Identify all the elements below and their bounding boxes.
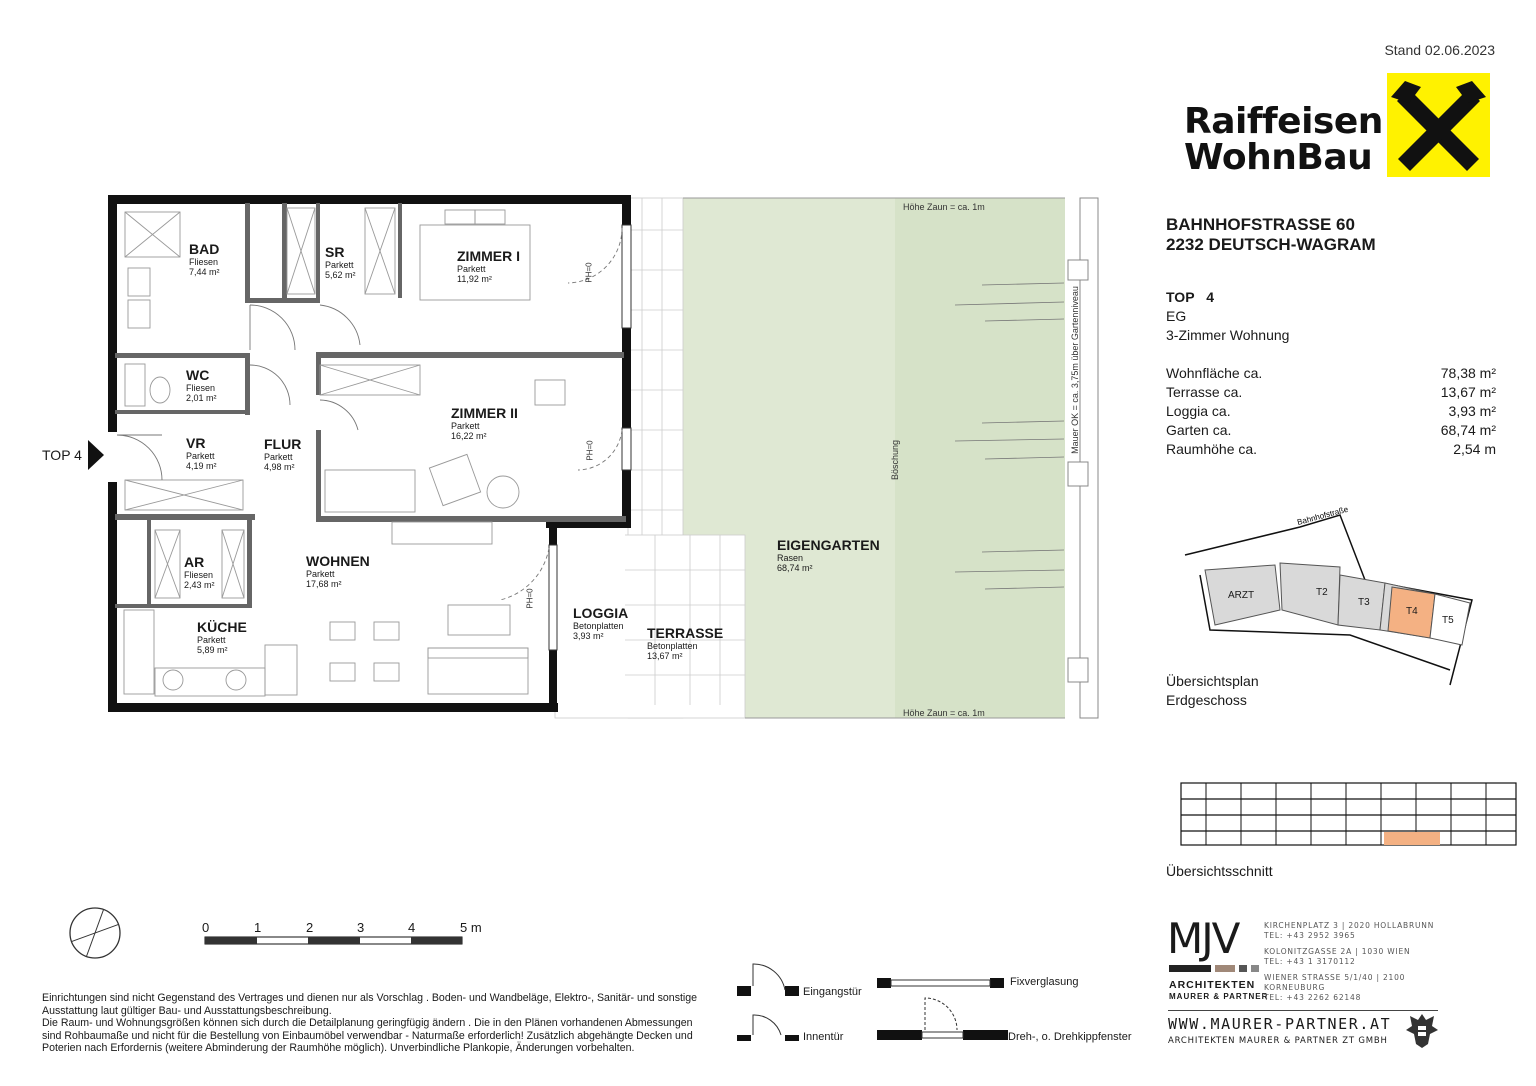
office-entry bbox=[1264, 947, 1444, 967]
room-label bbox=[186, 436, 217, 471]
room-area: 11,92 m² bbox=[457, 274, 492, 284]
room-name: KÜCHE bbox=[197, 619, 247, 635]
raiffeisen-logo-icon bbox=[1387, 73, 1490, 177]
unit-label: TOP bbox=[1166, 289, 1195, 305]
unit-floor: EG bbox=[1166, 308, 1187, 324]
area-row bbox=[1166, 363, 1496, 382]
scale-ticks bbox=[200, 920, 500, 936]
architect-title-2: MAURER & PARTNER bbox=[1169, 992, 1269, 1001]
room-label bbox=[325, 245, 356, 280]
room-label bbox=[184, 555, 215, 590]
fence-top-label: Höhe Zaun = ca. 1m bbox=[903, 202, 985, 212]
area-table bbox=[1166, 363, 1496, 458]
room-label bbox=[573, 606, 628, 641]
room-name: TERRASSE bbox=[647, 625, 724, 641]
area-row bbox=[1166, 382, 1496, 401]
disclaimer-line: Die Raum- und Wohnungsgrößen können sich durch die Detailplanung geringfügig ändern . Die in den Plänen vorhandenen Abmessungen bbox=[42, 1017, 693, 1030]
room-label bbox=[186, 368, 217, 403]
legend-entry-door: Eingangstür bbox=[803, 986, 862, 998]
ph-label-1: PH=0 bbox=[584, 262, 594, 283]
area-value: 13,67 m² bbox=[1440, 383, 1496, 400]
room-label bbox=[306, 554, 370, 589]
room-area: 7,44 m² bbox=[189, 267, 220, 277]
legend-tilt-window: Dreh-, o. Drehkippfenster bbox=[1008, 1031, 1132, 1043]
room-label bbox=[189, 242, 220, 277]
room-floor: Betonplatten bbox=[573, 621, 624, 631]
austria-eagle-icon bbox=[1404, 1010, 1440, 1050]
brand-line2: WohnBau bbox=[1184, 137, 1373, 178]
fence-bottom-label: Höhe Zaun = ca. 1m bbox=[903, 708, 985, 718]
architect-logo: MJV bbox=[1167, 914, 1239, 963]
overview-unit-label: ARZT bbox=[1228, 590, 1255, 601]
office-street: KOLONITZGASSE 2A | 1030 WIEN bbox=[1264, 947, 1411, 956]
unit-type: 3-Zimmer Wohnung bbox=[1166, 327, 1290, 343]
room-name: ZIMMER I bbox=[457, 248, 520, 264]
scale-tick: 1 bbox=[254, 920, 262, 935]
brand-name bbox=[1184, 101, 1383, 178]
disclaimer-line: Ausstattung laut gültiger Bau- und Ausstattungsbeschreibung. bbox=[42, 1004, 332, 1017]
divider bbox=[1168, 1010, 1438, 1011]
room-name: AR bbox=[184, 554, 205, 570]
room-name: FLUR bbox=[264, 436, 302, 452]
area-value: 2,54 m bbox=[1453, 440, 1496, 457]
overview-caption-2: Erdgeschoss bbox=[1166, 692, 1247, 708]
area-row bbox=[1166, 439, 1496, 458]
room-name: EIGENGARTEN bbox=[777, 537, 880, 553]
room-label bbox=[264, 437, 301, 472]
room-area: 2,01 m² bbox=[186, 393, 217, 403]
room-area: 3,93 m² bbox=[573, 631, 604, 641]
room-area: 4,98 m² bbox=[264, 462, 295, 472]
area-label: Garten ca. bbox=[1166, 421, 1232, 438]
office-street: KIRCHENPLATZ 3 | 2020 HOLLABRUNN bbox=[1264, 921, 1435, 930]
ph-label-3: PH=0 bbox=[525, 588, 535, 609]
overview-unit-labels bbox=[1180, 505, 1480, 695]
area-value: 68,74 m² bbox=[1440, 421, 1496, 438]
architect-title-1: ARCHITEKTEN bbox=[1169, 979, 1256, 991]
disclaimer-line: Einrichtungen sind nicht Gegenstand des Vertrages und dienen nur als Vorschlag . Boden- und Wandbeläge, Elektro-, Sanitär- und sonstige bbox=[42, 992, 698, 1004]
room-floor: Parkett bbox=[264, 452, 293, 462]
wall-label: Mauer OK = ca. 3,75m über Gartenniveau bbox=[1070, 286, 1080, 454]
disclaimer-line: sind Rohbaumaße und nicht für die Bestellung von Einbaumöbel verwendbar - Naturmaße erforderlich! Zusätzlich abgehängte Decken und bbox=[42, 1029, 693, 1042]
area-label: Wohnfläche ca. bbox=[1166, 364, 1263, 381]
room-name: LOGGIA bbox=[573, 605, 629, 621]
room-area: 68,74 m² bbox=[777, 563, 813, 573]
office-tel: TEL: +43 2952 3965 bbox=[1264, 931, 1356, 940]
legend-interior-door: Innentür bbox=[803, 1031, 844, 1043]
slope-label: Böschung bbox=[890, 439, 901, 481]
office-entry bbox=[1264, 921, 1444, 941]
section-caption: Übersichtsschnitt bbox=[1166, 863, 1273, 879]
disclaimer bbox=[42, 992, 712, 1055]
overview-unit-label: T3 bbox=[1358, 597, 1370, 608]
overview-caption bbox=[1166, 672, 1259, 710]
section-highlight bbox=[1384, 832, 1440, 845]
overview-section bbox=[1166, 775, 1521, 855]
room-floor: Parkett bbox=[457, 264, 486, 274]
stand-date: Stand 02.06.2023 bbox=[1384, 42, 1495, 58]
area-label: Terrasse ca. bbox=[1166, 383, 1243, 400]
scale-tick: 4 bbox=[408, 920, 416, 935]
overview-unit-label: T4 bbox=[1406, 606, 1418, 617]
architect-company: ARCHITEKTEN MAURER & PARTNER ZT GMBH bbox=[1168, 1036, 1388, 1046]
room-area: 4,19 m² bbox=[186, 461, 217, 471]
overview-unit-label: T2 bbox=[1316, 587, 1328, 598]
room-area: 13,67 m² bbox=[647, 651, 683, 661]
scale-tick: 5 m bbox=[460, 920, 482, 935]
architect-title bbox=[1169, 979, 1268, 1003]
room-area: 5,62 m² bbox=[325, 270, 356, 280]
overview-unit-label: T5 bbox=[1442, 615, 1454, 626]
scale-bar bbox=[200, 935, 470, 947]
room-name: WC bbox=[186, 367, 210, 383]
compass-icon bbox=[66, 905, 126, 965]
room-floor: Parkett bbox=[451, 421, 480, 431]
unit-info bbox=[1166, 288, 1289, 345]
room-name: WOHNEN bbox=[306, 553, 370, 569]
room-floor: Betonplatten bbox=[647, 641, 698, 651]
scale-tick: 2 bbox=[306, 920, 314, 935]
office-entry bbox=[1264, 973, 1444, 1003]
room-area: 5,89 m² bbox=[197, 645, 228, 655]
room-label bbox=[777, 538, 880, 573]
disclaimer-line: Poterien nach Erfordernis (weitere Abminderung der Raumhöhe möglich). Unverbindliche Plankopie, Änderungen vorbehalten. bbox=[42, 1042, 635, 1055]
room-floor: Fliesen bbox=[189, 257, 219, 267]
room-area: 17,68 m² bbox=[306, 579, 342, 589]
address-block bbox=[1166, 215, 1376, 255]
office-tel: TEL: +43 2262 62148 bbox=[1264, 993, 1362, 1002]
room-name: SR bbox=[325, 244, 345, 260]
legend-fixed-glazing: Fixverglasung bbox=[1010, 976, 1079, 988]
area-row bbox=[1166, 420, 1496, 439]
scale-tick: 0 bbox=[202, 920, 210, 935]
room-floor: Fliesen bbox=[184, 570, 214, 580]
ph-label-2: PH=0 bbox=[585, 440, 595, 461]
room-label bbox=[197, 620, 247, 655]
area-label: Loggia ca. bbox=[1166, 402, 1231, 419]
scale-tick: 3 bbox=[357, 920, 365, 935]
room-name: ZIMMER II bbox=[451, 405, 518, 421]
unit-number: 4 bbox=[1206, 289, 1214, 305]
room-floor: Fliesen bbox=[186, 383, 216, 393]
address-street: BAHNHOFSTRASSE 60 bbox=[1166, 215, 1355, 234]
overview-street: Bahnhofstraße bbox=[1296, 505, 1350, 527]
room-floor: Parkett bbox=[197, 635, 226, 645]
room-floor: Parkett bbox=[186, 451, 215, 461]
room-name: BAD bbox=[189, 241, 220, 257]
room-area: 2,43 m² bbox=[184, 580, 215, 590]
room-floor: Parkett bbox=[306, 569, 335, 579]
address-city: 2232 DEUTSCH-WAGRAM bbox=[1166, 235, 1376, 254]
room-area: 16,22 m² bbox=[451, 431, 487, 441]
architect-url[interactable]: WWW.MAURER-PARTNER.AT bbox=[1168, 1015, 1392, 1033]
room-label bbox=[647, 626, 723, 661]
room-label bbox=[451, 406, 518, 441]
room-label bbox=[457, 249, 520, 284]
room-floor: Parkett bbox=[325, 260, 354, 270]
area-label: Raumhöhe ca. bbox=[1166, 440, 1258, 457]
area-value: 3,93 m² bbox=[1448, 402, 1496, 419]
brand-line1: Raiffeisen bbox=[1184, 101, 1383, 142]
overview-caption-1: Übersichtsplan bbox=[1166, 673, 1259, 689]
architect-offices bbox=[1264, 921, 1444, 1009]
area-value: 78,38 m² bbox=[1440, 364, 1496, 381]
office-street: WIENER STRASSE 5/1/40 | 2100 KORNEUBURG bbox=[1264, 973, 1406, 992]
entry-label: TOP 4 bbox=[42, 447, 82, 463]
architect-logo-bars bbox=[1169, 964, 1264, 974]
room-floor: Rasen bbox=[777, 553, 804, 563]
office-tel: TEL: +43 1 3170112 bbox=[1264, 957, 1356, 966]
room-name: VR bbox=[186, 435, 206, 451]
area-row bbox=[1166, 401, 1496, 420]
